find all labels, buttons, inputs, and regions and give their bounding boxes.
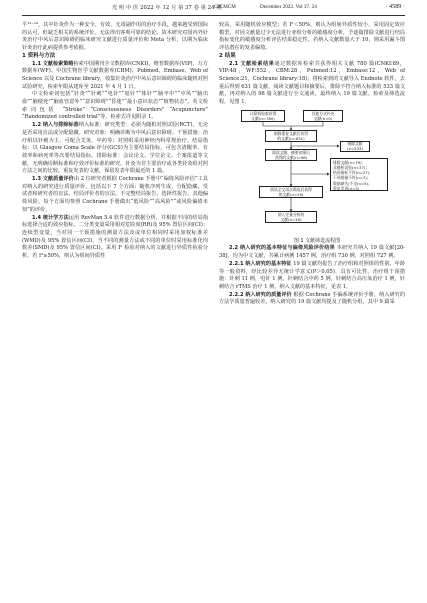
section-1-4 [22, 215, 208, 261]
section-2-2-1-title: 2.2.1 纳入研究的基本特征 [229, 260, 292, 267]
journal-issue: December 2022. Vol 37. 24 [260, 4, 317, 10]
intro-continuation: 平¹¹⁻¹⁹，其中针灸作为一种安全、有效、无毒副作用的治疗手段，越来越受到国际的认可，但缺乏相关的系统评价，无法得出客观可靠的结论。故本研究对国内外针灸治疗中风后意识障碍的临床研究文献进行质量评价和 Meta 分析，以期为临床针灸治疗此病提供参考依据。 [22, 22, 208, 52]
section-2-2 [219, 245, 405, 260]
journal-abbreviation: GJCMCM [214, 4, 236, 10]
section-1-1 [22, 61, 208, 92]
page-number: · 4589 · [385, 3, 405, 10]
section-2-2-1-body: 19 篇文献均报告了治疗组和对照组的性别、年龄等一般资料，经比较差异无统计学意义(P＞0.05)，具有可比性。治疗组干预措施：针刺 11 例，电针 1 例，针刺结合中药 5 例，针刺结合高压氧治疗 1 例，针刺结合 rTMS 治疗 1 例。纳入文献的基本特征，见表 1。 [219, 260, 406, 290]
section-2-2-1 [219, 261, 405, 292]
flowchart-figure [219, 108, 405, 236]
section-2-2-title: 2.2 纳入研究的基本特征与偏倚风险评价结果 [229, 245, 335, 252]
methods-continuation: 较高，采用随机效应模型；若 I²＜50%，则认为组间异质性较小，采用固定效应模型。对因文献量过少无法进行亚组分析的敏感度分析，予逐篇排除文献进行结局指标变化的敏感度分析评估结果稳定性。若纳入文献数量大于 10，则采用漏斗图评估潜在的发表偏倚。 [219, 22, 405, 52]
section-2-1-title: 2.1 文献检索结果 [229, 60, 275, 67]
flow-box-excluded-fulltext [330, 158, 388, 191]
section-1-2-body: 纳入标准：研究类型：必须为随机对照试验(RCT)，无论是否采用盲法或分配隐藏。研究对象：明确诊断为中风后意识障碍。干预措施：治疗组以针刺为主，可配合艾灸、中药等；对照组采用神经内科常规治疗。结局指标：以 Glasgow Coma Scale 评分(GCS)为主要结局指标，可包含清醒率、有效率和病死率等次要结局指标。排除标准：会议论文、学位论文、个案报道等文献，无明确诊断标准和疗效评价标准的研究。针灸为非主要治疗或各类针灸组对照方法之间的比较。重复发表的文献，保留发表年限最近的 1 篇。 [22, 122, 208, 175]
excluded-title: 排除文献(n=79)： [333, 159, 366, 165]
search-terms-paragraph: 中文检索词包括“针灸”“针刺”“电针”“毫针”“体针”“脑卒中”“中风”“脑出血”“脑梗死”“脑血管意外”“意识障碍”“昏迷”“最小意识状态”“植物状态”。英文检索词包括 “Stroke” “Consciousness Disorders” “Acupuncture” “Randomized controlled trial”等，检索式详见附录 1。 [22, 91, 208, 121]
section-2-1-body: 通过数据库检索共获得相关文献 780 篇(CNKI:89，VIP:48，WF:552，CBM:28，Pubmed:12，Embase:12，Web of Science:21，Cochrane library:18)；将检索到的文献导入 Endnote 软件，去重后得到 631 篇文献，阅读文献题目和摘要后，排除不符合纳入标准的 533 篇文献，再对纳入的 98 篇文献进行全文通读，最终纳入 19 篇文献。检索及筛选流程，见图 1。 [219, 60, 405, 106]
section-2-1 [219, 61, 405, 107]
flow-box-fulltext-included: 阅读全文再次筛选后获得 的文献(n=19) [259, 186, 323, 198]
flow-box-database-search: 计算机检索获得 文献(n=780) [241, 110, 285, 122]
flow-box-after-dedup: 剔除重复文献后获得 的文献(n=631) [265, 130, 317, 142]
header-rule [22, 15, 405, 16]
flow-box-excluded-screening: 剔除文献 (n=533) [340, 141, 370, 152]
excluded-reason: 重复发表(n=3) [333, 185, 360, 191]
section-2-2-2-body: 根据 Cochrane 手偏系统评价手册，纳入研究的方法学质量普遍较差。纳入研究的 19 篇文献均提及了随机分组，其中 9 篇采 [219, 291, 405, 306]
excluded-reason: 结局指标不符(n=27)； [333, 170, 373, 176]
section-1-3-body: 由 2 位研究者根据 Cochrane 手册中“偏倚风险评估”工具对纳入的研究进行质量评价，包括以下 7 个方面：随机序列生成、分配隐藏、受试者和研究者的盲法、结局评价者的盲法、不完整结局报告、选择性报告、其他偏倚风险。每个方面均参照 Cochrane 手册做出“低风险”“高风险”“或风险偏倚未知”的评价。 [22, 176, 208, 213]
section-1-4-body: 运用 RevMan 5.4 软件进行数据分析，并根据不同的结局指标选择合适的效应指标。二分类变量采用相对危险度(RR)及 95% 置信区间(CI)；连续型变量，当对同一干预措施的测量方法及或单位相同时采用加权标准差(WMD)及 95% 置信区间(CI)，当不同的测量方法或不同的单位时采用标准化均数差(SMD)及 95% 置信区间(CI)。采用 I² 检验对纳入的文献进行异质性检验分析，若 I²≥50%，则认为组间异质性 [22, 214, 208, 260]
flow-box-after-screening: 阅读文题、摘要初筛后 获得的文献(n=98) [265, 149, 317, 161]
section-1-4-title: 1.4 统计学方法 [32, 214, 69, 221]
journal-name: 光 明 中 医 2022 年 12 月 第 37 卷 第 24 期 [112, 5, 222, 11]
left-column [22, 22, 208, 261]
section-1-2 [22, 122, 208, 176]
flow-box-quantitative: 纳入定量分析的 文献(n=19) [265, 211, 317, 223]
section-2-2-2 [219, 292, 405, 307]
section-1-3 [22, 176, 208, 215]
section-2-heading: 2 结果 [219, 52, 236, 59]
excluded-reason: 非随机试验(n=37)； [333, 164, 370, 170]
section-2-2-2-title: 2.2.2 纳入研究的质量评价 [229, 291, 292, 298]
flow-box-other-sources: 其他方式补充 文献(n=0) [303, 110, 343, 122]
page-header [0, 0, 427, 16]
section-1-2-title: 1.2 纳入与排除标准 [32, 122, 79, 129]
section-1-1-title: 1.1 文献检索策略 [32, 60, 74, 67]
section-1-1-body: 检索中国期刊全文数据库(CNKI)、维普数据库(VIP)、万方数据库(WF)、中国生物医学文献数据库(CBM)、Pubmed、Embase、Web of Science 以及 Cochrane library，收集针灸治疗中风后意识障碍的临床随机对照试验研究，检索年限从建库至 2021 年 4 月 1 日。 [22, 60, 209, 90]
section-1-3-title: 1.3 文献质量评价 [32, 176, 74, 183]
excluded-reason: 数据缺失/不全(n=5)； [333, 180, 372, 186]
section-2-2-body: 本研究共纳入 19 篇文献[20-38]，均为中文文献，共累计病例 1457 例，治疗组 730 例，对照组 727 例。 [219, 245, 405, 260]
figure-caption: 图 1 文献筛选流程图 [293, 237, 341, 244]
right-column [219, 22, 405, 307]
section-1-heading: 1 资料与方法 [22, 52, 56, 59]
excluded-reason: 干预措施不符(n=7)； [333, 175, 371, 181]
